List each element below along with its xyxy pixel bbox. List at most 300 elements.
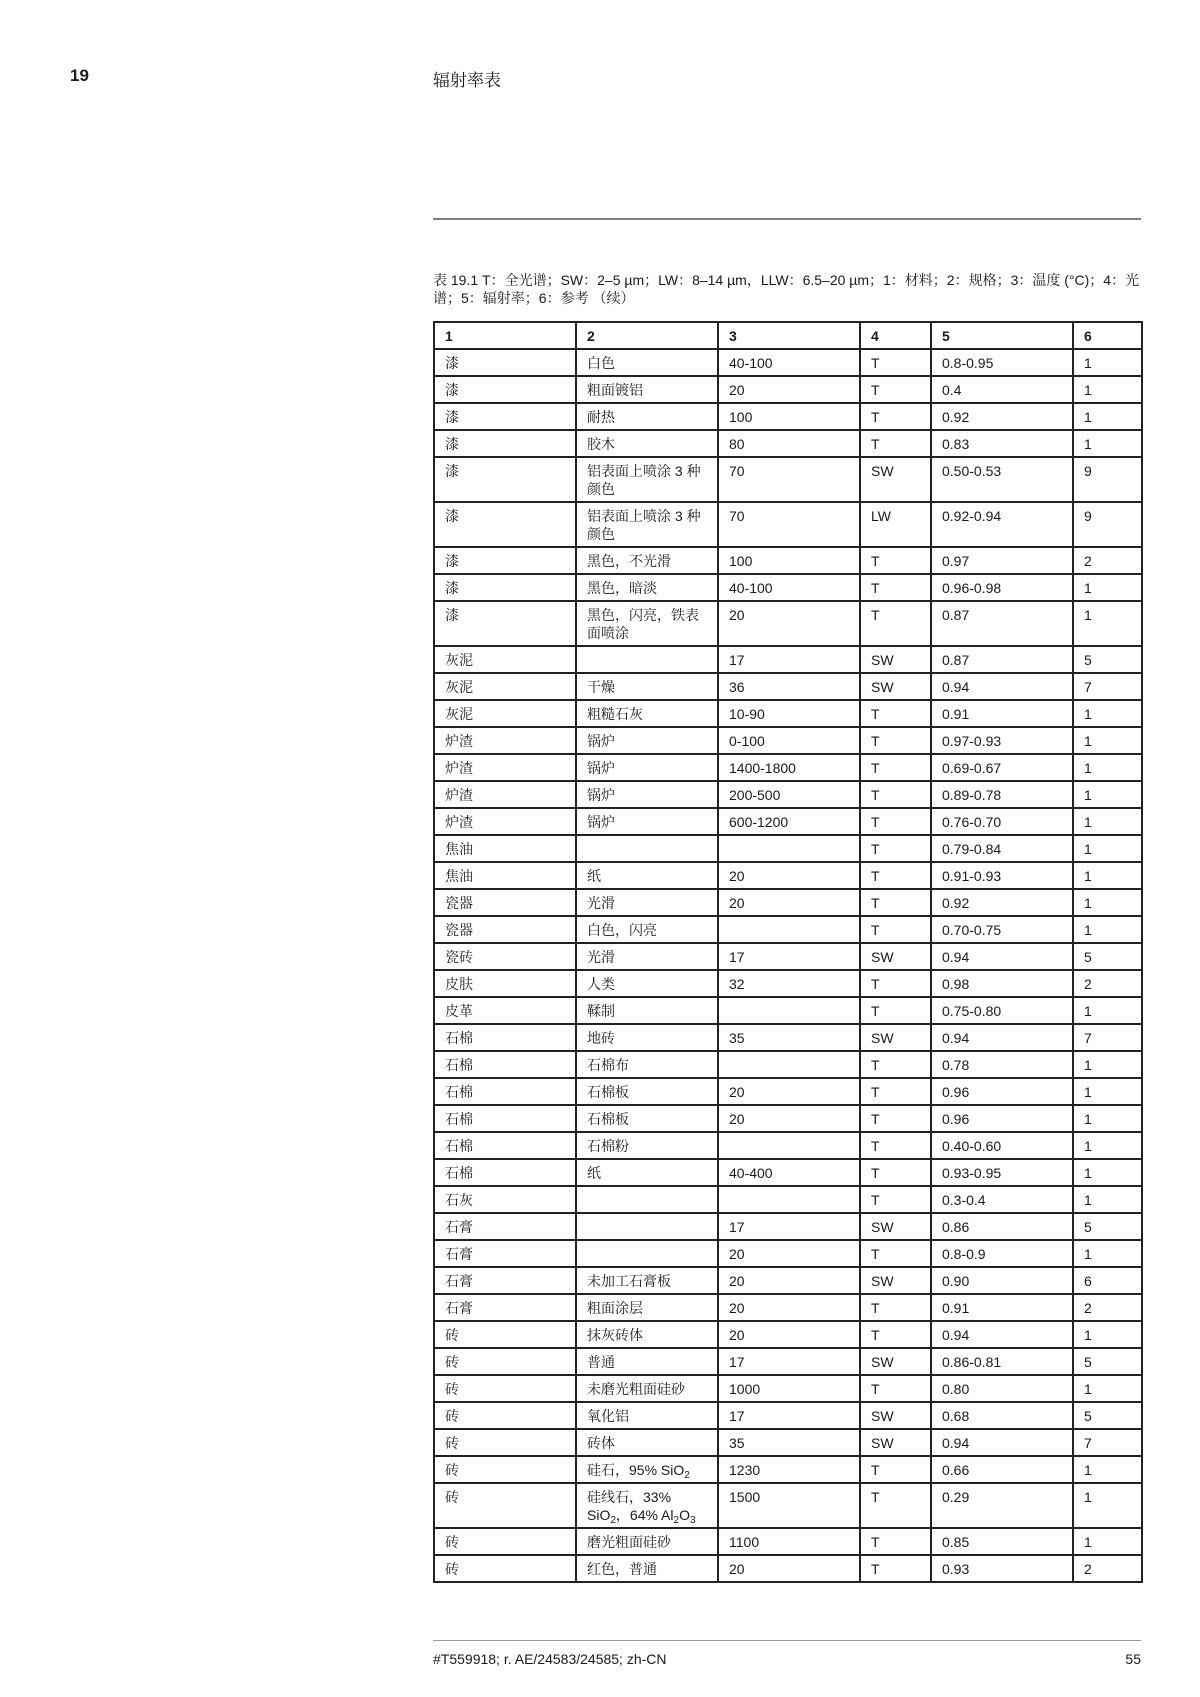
table-cell: 1230 — [718, 1456, 860, 1483]
table-cell: 光滑 — [576, 889, 718, 916]
table-row — [434, 1456, 1142, 1483]
table-cell: 0.96-0.98 — [931, 574, 1073, 601]
table-cell: 20 — [718, 1294, 860, 1321]
table-cell: 石膏 — [434, 1267, 576, 1294]
table-cell: T — [860, 862, 931, 889]
table-cell: 1 — [1073, 349, 1142, 376]
table-cell: 0.92-0.94 — [931, 502, 1073, 547]
table-cell: 100 — [718, 403, 860, 430]
table-cell — [718, 835, 860, 862]
table-row — [434, 1051, 1142, 1078]
table-row — [434, 1267, 1142, 1294]
table-cell: 1 — [1073, 1105, 1142, 1132]
table-cell: 磨光粗面硅砂 — [576, 1528, 718, 1555]
column-header: 6 — [1073, 322, 1142, 349]
table-cell: 1 — [1073, 889, 1142, 916]
table-cell: 砖 — [434, 1429, 576, 1456]
table-cell: 铝表面上喷涂 3 种颜色 — [576, 457, 718, 502]
table-row — [434, 835, 1142, 862]
table-row — [434, 1078, 1142, 1105]
table-cell: 40-100 — [718, 349, 860, 376]
table-cell: 1 — [1073, 1159, 1142, 1186]
footer-rule — [433, 1640, 1141, 1641]
table-cell: 1 — [1073, 781, 1142, 808]
table-cell: 20 — [718, 1555, 860, 1582]
table-cell: 粗面涂层 — [576, 1294, 718, 1321]
table-row — [434, 673, 1142, 700]
table-cell: 32 — [718, 970, 860, 997]
table-cell: SW — [860, 646, 931, 673]
header-rule — [433, 218, 1141, 220]
table-row — [434, 727, 1142, 754]
table-cell: 石棉 — [434, 1051, 576, 1078]
table-cell: 1 — [1073, 1528, 1142, 1555]
table-cell: 石棉粉 — [576, 1132, 718, 1159]
table-cell: 2 — [1073, 1555, 1142, 1582]
table-cell: 漆 — [434, 547, 576, 574]
table-cell: 0.29 — [931, 1483, 1073, 1528]
table-cell: 漆 — [434, 403, 576, 430]
table-cell: 40-100 — [718, 574, 860, 601]
table-row — [434, 862, 1142, 889]
table-cell: 铝表面上喷涂 3 种颜色 — [576, 502, 718, 547]
table-cell: 0.93 — [931, 1555, 1073, 1582]
table-cell: 黑色，不光滑 — [576, 547, 718, 574]
table-cell: 0.94 — [931, 1321, 1073, 1348]
table-cell: 硅线石，33% SiO$_2$，64% $Al_2O_3$ — [576, 1483, 718, 1528]
table-cell: 1 — [1073, 1375, 1142, 1402]
table-row — [434, 970, 1142, 997]
table-cell: 0.98 — [931, 970, 1073, 997]
table-cell: T — [860, 349, 931, 376]
table-row — [434, 1213, 1142, 1240]
table-cell: 黑色，暗淡 — [576, 574, 718, 601]
table-cell: SW — [860, 1267, 931, 1294]
table-cell: 20 — [718, 862, 860, 889]
table-cell: 砖 — [434, 1375, 576, 1402]
table-cell: 10-90 — [718, 700, 860, 727]
table-cell: T — [860, 700, 931, 727]
table-body — [434, 349, 1142, 1582]
table-cell: 炉渣 — [434, 754, 576, 781]
table-cell: 白色，闪亮 — [576, 916, 718, 943]
table-cell: T — [860, 916, 931, 943]
table-cell: 漆 — [434, 376, 576, 403]
table-cell: 灰泥 — [434, 673, 576, 700]
table-cell: T — [860, 574, 931, 601]
table-cell: 17 — [718, 646, 860, 673]
table-cell — [576, 1213, 718, 1240]
table-row — [434, 502, 1142, 547]
table-cell: 7 — [1073, 1024, 1142, 1051]
table-cell — [718, 997, 860, 1024]
table-cell: 砖体 — [576, 1429, 718, 1456]
table-row — [434, 1555, 1142, 1582]
table-cell: 0.96 — [931, 1105, 1073, 1132]
table-row — [434, 1294, 1142, 1321]
table-cell: 0.8-0.95 — [931, 349, 1073, 376]
table-cell: 砖 — [434, 1348, 576, 1375]
table-cell: 未磨光粗面硅砂 — [576, 1375, 718, 1402]
table-row — [434, 1375, 1142, 1402]
table-row — [434, 754, 1142, 781]
table-cell: 2 — [1073, 547, 1142, 574]
table-cell: SW — [860, 1348, 931, 1375]
table-cell: T — [860, 781, 931, 808]
column-header: 3 — [718, 322, 860, 349]
table-cell: 2 — [1073, 1294, 1142, 1321]
table-cell: 1400-1800 — [718, 754, 860, 781]
table-cell: SW — [860, 1213, 931, 1240]
table-cell: 0.3-0.4 — [931, 1186, 1073, 1213]
table-cell: 鞣制 — [576, 997, 718, 1024]
table-cell: 200-500 — [718, 781, 860, 808]
table-cell: 0.92 — [931, 889, 1073, 916]
table-cell: 漆 — [434, 601, 576, 646]
table-cell: 20 — [718, 1105, 860, 1132]
table-cell: 石棉 — [434, 1078, 576, 1105]
table-cell: 砖 — [434, 1483, 576, 1528]
table-cell: T — [860, 1555, 931, 1582]
table-cell: 35 — [718, 1024, 860, 1051]
table-row — [434, 1186, 1142, 1213]
table-row — [434, 1321, 1142, 1348]
table-cell: 0.66 — [931, 1456, 1073, 1483]
table-cell: 焦油 — [434, 835, 576, 862]
table-cell: 5 — [1073, 943, 1142, 970]
table-row — [434, 943, 1142, 970]
table-row — [434, 376, 1142, 403]
table-cell: 皮肤 — [434, 970, 576, 997]
table-cell: 1 — [1073, 1321, 1142, 1348]
table-cell: 1 — [1073, 1240, 1142, 1267]
table-cell: 氧化铝 — [576, 1402, 718, 1429]
table-cell: 石膏 — [434, 1240, 576, 1267]
table-cell: 石棉 — [434, 1132, 576, 1159]
table-cell: 1 — [1073, 1132, 1142, 1159]
table-cell: 炉渣 — [434, 727, 576, 754]
table-cell: 石棉布 — [576, 1051, 718, 1078]
table-cell: 1 — [1073, 1186, 1142, 1213]
table-cell: 1 — [1073, 754, 1142, 781]
table-cell: 1 — [1073, 430, 1142, 457]
column-header: 5 — [931, 322, 1073, 349]
table-cell: T — [860, 1051, 931, 1078]
table-cell: 1 — [1073, 700, 1142, 727]
table-cell: 9 — [1073, 457, 1142, 502]
table-cell: 17 — [718, 1402, 860, 1429]
table-cell: 0.86 — [931, 1213, 1073, 1240]
table-cell: SW — [860, 1429, 931, 1456]
table-cell: 1 — [1073, 376, 1142, 403]
table-cell — [718, 916, 860, 943]
table-cell: 0.80 — [931, 1375, 1073, 1402]
column-header: 2 — [576, 322, 718, 349]
table-cell: 0.50-0.53 — [931, 457, 1073, 502]
table-cell: 0.70-0.75 — [931, 916, 1073, 943]
table-row — [434, 1348, 1142, 1375]
table-cell: 瓷器 — [434, 889, 576, 916]
table-cell: 0.40-0.60 — [931, 1132, 1073, 1159]
table-cell: 1100 — [718, 1528, 860, 1555]
table-cell — [576, 835, 718, 862]
table-cell: 0.68 — [931, 1402, 1073, 1429]
table-cell: 黑色，闪亮，铁表面喷涂 — [576, 601, 718, 646]
table-cell: 0.90 — [931, 1267, 1073, 1294]
table-cell — [718, 1132, 860, 1159]
table-row — [434, 700, 1142, 727]
table-cell: 20 — [718, 376, 860, 403]
table-cell: 0.94 — [931, 673, 1073, 700]
table-row — [434, 1528, 1142, 1555]
table-cell — [718, 1186, 860, 1213]
table-row — [434, 349, 1142, 376]
table-cell: 0.94 — [931, 1024, 1073, 1051]
table-caption: 表 19.1 T：全光谱；SW：2–5 µm；LW：8–14 µm，LLW：6.5–20 µm；1：材料；2：规格；3：温度 (°C)；4：光谱；5：辐射率；6：参考 （续） — [433, 272, 1140, 306]
table-cell: 0-100 — [718, 727, 860, 754]
table-cell: 0.97 — [931, 547, 1073, 574]
table-cell — [576, 1240, 718, 1267]
table-cell: 红色，普通 — [576, 1555, 718, 1582]
table-cell: 0.83 — [931, 430, 1073, 457]
document-reference: #T559918; r. AE/24583/24585; zh-CN — [433, 1651, 667, 1667]
table-row — [434, 430, 1142, 457]
table-cell: 17 — [718, 1213, 860, 1240]
table-cell: 0.91 — [931, 1294, 1073, 1321]
table-cell: 1 — [1073, 727, 1142, 754]
table-cell: 石棉板 — [576, 1078, 718, 1105]
table-cell: T — [860, 1321, 931, 1348]
table-row — [434, 1159, 1142, 1186]
table-cell: 0.86-0.81 — [931, 1348, 1073, 1375]
table-cell: 石棉 — [434, 1159, 576, 1186]
table-cell: 漆 — [434, 574, 576, 601]
table-cell: 灰泥 — [434, 646, 576, 673]
table-cell: 炉渣 — [434, 781, 576, 808]
table-cell: T — [860, 547, 931, 574]
table-row — [434, 1105, 1142, 1132]
table-cell: 石棉 — [434, 1024, 576, 1051]
table-cell: T — [860, 1159, 931, 1186]
chapter-title: 辐射率表 — [433, 71, 501, 90]
table-cell: 0.94 — [931, 943, 1073, 970]
table-cell: 0.8-0.9 — [931, 1240, 1073, 1267]
table-cell: 5 — [1073, 646, 1142, 673]
table-cell: 石膏 — [434, 1294, 576, 1321]
column-header: 4 — [860, 322, 931, 349]
table-row — [434, 808, 1142, 835]
table-cell: 粗面镀铝 — [576, 376, 718, 403]
table-cell: 胶木 — [576, 430, 718, 457]
table-cell: 1 — [1073, 1456, 1142, 1483]
table-cell: 砖 — [434, 1555, 576, 1582]
table-cell: 0.79-0.84 — [931, 835, 1073, 862]
table-cell: 地砖 — [576, 1024, 718, 1051]
table-cell: 漆 — [434, 502, 576, 547]
table-row — [434, 1429, 1142, 1456]
column-header: 1 — [434, 322, 576, 349]
table-row — [434, 997, 1142, 1024]
table-cell: 70 — [718, 502, 860, 547]
table-row — [434, 547, 1142, 574]
table-cell: 20 — [718, 1321, 860, 1348]
table-cell: T — [860, 1240, 931, 1267]
table-cell: 硅石，95% SiO$_2$ — [576, 1456, 718, 1483]
table-cell: 漆 — [434, 457, 576, 502]
emissivity-table — [433, 321, 1143, 1583]
table-cell: 0.94 — [931, 1429, 1073, 1456]
table-cell: 40-400 — [718, 1159, 860, 1186]
table-cell: 9 — [1073, 502, 1142, 547]
table-cell: T — [860, 727, 931, 754]
table-cell: 砖 — [434, 1528, 576, 1555]
table-cell: 1 — [1073, 601, 1142, 646]
table-cell: T — [860, 1186, 931, 1213]
table-cell: T — [860, 1105, 931, 1132]
table-cell — [576, 1186, 718, 1213]
table-row — [434, 1024, 1142, 1051]
table-cell: 漆 — [434, 430, 576, 457]
chapter-number: 19 — [70, 66, 89, 85]
table-cell: 7 — [1073, 673, 1142, 700]
table-cell: T — [860, 1132, 931, 1159]
table-cell: 100 — [718, 547, 860, 574]
table-cell: 普通 — [576, 1348, 718, 1375]
table-cell: 70 — [718, 457, 860, 502]
table-row — [434, 781, 1142, 808]
table-row — [434, 457, 1142, 502]
table-cell: T — [860, 889, 931, 916]
table-cell: 1 — [1073, 916, 1142, 943]
table-cell: 0.75-0.80 — [931, 997, 1073, 1024]
table-cell: 1 — [1073, 1051, 1142, 1078]
table-cell: LW — [860, 502, 931, 547]
table-cell: 0.69-0.67 — [931, 754, 1073, 781]
table-cell: 砖 — [434, 1402, 576, 1429]
table-cell: 0.92 — [931, 403, 1073, 430]
table-cell: T — [860, 835, 931, 862]
table-cell: 600-1200 — [718, 808, 860, 835]
table-cell: 耐热 — [576, 403, 718, 430]
table-row — [434, 1132, 1142, 1159]
table-cell: T — [860, 601, 931, 646]
table-cell: 0.78 — [931, 1051, 1073, 1078]
table-cell — [576, 646, 718, 673]
table-cell: 皮革 — [434, 997, 576, 1024]
table-cell — [718, 1051, 860, 1078]
table-cell: T — [860, 970, 931, 997]
table-cell: 抹灰砖体 — [576, 1321, 718, 1348]
table-cell: 纸 — [576, 862, 718, 889]
table-cell: 5 — [1073, 1348, 1142, 1375]
table-row — [434, 916, 1142, 943]
table-cell: 17 — [718, 943, 860, 970]
table-cell: 20 — [718, 601, 860, 646]
table-cell: T — [860, 1456, 931, 1483]
table-cell: 1 — [1073, 574, 1142, 601]
table-cell: 20 — [718, 889, 860, 916]
table-cell: T — [860, 808, 931, 835]
table-cell: 锅炉 — [576, 781, 718, 808]
table-cell: T — [860, 1528, 931, 1555]
page-number: 55 — [1125, 1651, 1141, 1667]
table-cell: 0.87 — [931, 601, 1073, 646]
table-cell: 锅炉 — [576, 754, 718, 781]
table-cell: 焦油 — [434, 862, 576, 889]
table-cell: 粗糙石灰 — [576, 700, 718, 727]
table-cell: 炉渣 — [434, 808, 576, 835]
table-cell: 白色 — [576, 349, 718, 376]
table-cell: 0.76-0.70 — [931, 808, 1073, 835]
table-cell: 漆 — [434, 349, 576, 376]
table-cell: 1 — [1073, 835, 1142, 862]
table-header-row — [434, 322, 1142, 349]
table-cell: 纸 — [576, 1159, 718, 1186]
table-cell: 80 — [718, 430, 860, 457]
table-cell: SW — [860, 457, 931, 502]
table-row — [434, 403, 1142, 430]
table-cell: 未加工石膏板 — [576, 1267, 718, 1294]
table-row — [434, 1240, 1142, 1267]
table-row — [434, 601, 1142, 646]
table-cell: T — [860, 1078, 931, 1105]
table-cell: 0.4 — [931, 376, 1073, 403]
table-cell: 20 — [718, 1078, 860, 1105]
table-cell: 1 — [1073, 1078, 1142, 1105]
table-cell: 锅炉 — [576, 727, 718, 754]
table-cell: 砖 — [434, 1321, 576, 1348]
table-cell: 1000 — [718, 1375, 860, 1402]
table-cell: T — [860, 1294, 931, 1321]
table-cell: 6 — [1073, 1267, 1142, 1294]
table-cell: 2 — [1073, 970, 1142, 997]
table-cell: 光滑 — [576, 943, 718, 970]
table-cell: 0.87 — [931, 646, 1073, 673]
table-cell: T — [860, 997, 931, 1024]
table-cell: 17 — [718, 1348, 860, 1375]
table-cell: SW — [860, 1024, 931, 1051]
table-cell: SW — [860, 673, 931, 700]
table-cell: 0.89-0.78 — [931, 781, 1073, 808]
table-cell: 7 — [1073, 1429, 1142, 1456]
table-cell: 20 — [718, 1240, 860, 1267]
table-cell: 锅炉 — [576, 808, 718, 835]
table-cell: 瓷器 — [434, 916, 576, 943]
table-row — [434, 889, 1142, 916]
table-cell: 瓷砖 — [434, 943, 576, 970]
table-cell: 石灰 — [434, 1186, 576, 1213]
table-cell: T — [860, 754, 931, 781]
table-cell: 人类 — [576, 970, 718, 997]
table-cell: 灰泥 — [434, 700, 576, 727]
table-cell: 0.85 — [931, 1528, 1073, 1555]
table-cell: T — [860, 376, 931, 403]
table-cell: 石膏 — [434, 1213, 576, 1240]
table-cell: 5 — [1073, 1402, 1142, 1429]
table-cell: 1 — [1073, 808, 1142, 835]
table-cell: 石棉板 — [576, 1105, 718, 1132]
table-cell: 1 — [1073, 403, 1142, 430]
table-row — [434, 1402, 1142, 1429]
table-cell: 0.96 — [931, 1078, 1073, 1105]
table-cell: 干燥 — [576, 673, 718, 700]
table-cell: SW — [860, 943, 931, 970]
table-row — [434, 1483, 1142, 1528]
table-cell: 36 — [718, 673, 860, 700]
table-cell: 1 — [1073, 862, 1142, 889]
table-cell: T — [860, 430, 931, 457]
table-cell: 5 — [1073, 1213, 1142, 1240]
